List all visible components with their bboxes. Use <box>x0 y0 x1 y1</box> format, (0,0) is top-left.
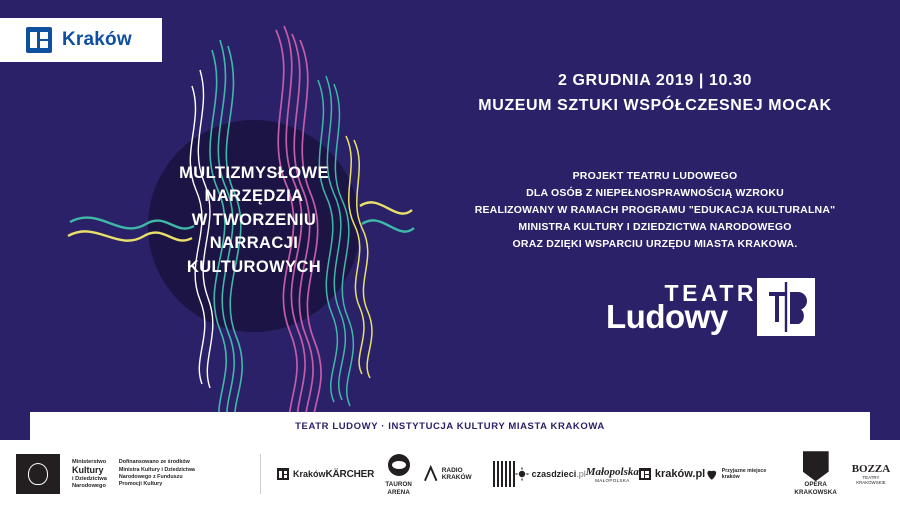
teatr-logo-mark-icon <box>757 278 815 336</box>
krakow-logo-label: Kraków <box>62 29 132 50</box>
ministry-line-2: Kultury <box>72 465 104 476</box>
sponsor-logo-tauron-arena <box>374 451 423 497</box>
artwork-title-line-2: NARZĘDZIA <box>204 187 304 206</box>
sponsor-logo-malopolska <box>586 466 639 483</box>
teatr-logo-bottom-word: Ludowy <box>606 298 728 335</box>
sponsor-logo-krakow-pl <box>639 468 705 480</box>
sponsor-czasdzieci-label: czasdzieci <box>531 469 577 479</box>
sponsor-divider <box>260 454 261 494</box>
krakow-crest-mini-icon <box>277 468 289 480</box>
sponsor-bar <box>0 440 900 508</box>
barcode-icon <box>493 461 515 487</box>
event-description <box>425 168 885 253</box>
sponsor-logo-crest <box>783 451 847 497</box>
krakow-crest-icon <box>26 27 52 53</box>
sponsor-przyjazne-label: Przyjazne miejsce kraków <box>721 467 767 480</box>
waveform-artwork <box>60 10 420 430</box>
event-venue: MUZEUM SZTUKI WSPÓŁCZESNEJ MOCAK <box>478 97 832 114</box>
teatr-ludowy-logo <box>600 282 815 342</box>
teatr-ludowy-seal-icon <box>16 454 60 494</box>
sponsor-logo-karcher <box>326 469 375 480</box>
sponsor-czasdzieci-suffix: .pl <box>576 469 586 479</box>
sponsor-logo-krakow <box>277 468 326 480</box>
artwork-title-line-5: KULTUROWYCH <box>186 257 322 276</box>
radio-wave-icon <box>423 465 438 483</box>
description-line-3: REALIZOWANY W RAMACH PROGRAMU "EDUKACJA KULTURALNA" <box>474 204 836 216</box>
event-headline <box>455 72 855 115</box>
sponsor-krakow-label: Kraków <box>293 469 326 479</box>
sponsor-logo-przyjazne-miasto <box>705 466 783 482</box>
sponsor-karcher-label: KÄRCHER <box>325 468 375 480</box>
description-line-5: ORAZ DZIĘKI WSPARCIU URZĘDU MIASTA KRAKOWA. <box>512 238 798 250</box>
arena-icon <box>384 451 414 481</box>
artwork-title-line-1: MULTIZMYSŁOWE <box>179 164 329 182</box>
ministry-logo <box>72 459 107 490</box>
organizer-strip-text: TEATR LUDOWY · INSTYTUCJA KULTURY MIASTA KRAKOWA <box>295 420 605 432</box>
heart-icon <box>705 466 719 482</box>
sponsor-bozza-sub: TEATRY KRAKOWSKIE <box>856 475 886 485</box>
funding-note: Dofinansowano ze środków Ministra Kultury i Dziedzictwa Narodowego z Funduszu Promocji Kultury <box>118 459 195 488</box>
ministry-line-4: Narodowego <box>72 482 106 489</box>
sponsor-logo-radio-krakow <box>423 465 492 483</box>
krakow-crest-mini-icon-2 <box>639 468 651 480</box>
sponsor-malopolska-sub: MAŁOPOLSKA <box>595 477 630 483</box>
ministry-line-1: Ministerstwo <box>72 458 107 465</box>
organizer-strip <box>30 412 870 440</box>
sponsor-group-partners <box>271 440 900 508</box>
sponsor-malopolska-label: Małopolska <box>585 465 639 478</box>
artwork-title <box>148 162 360 279</box>
sponsor-group-institutional <box>0 440 250 508</box>
description-line-1: PROJEKT TEATRU LUDOWEGO <box>572 170 738 182</box>
artwork-title-line-3: W TWORZENIU <box>191 210 317 229</box>
sponsor-radio-krakow-label: RADIO KRAKÓW <box>441 466 472 481</box>
event-datetime: 2 GRUDNIA 2019 | 10.30 <box>557 72 753 89</box>
sponsor-logo-bozza <box>848 463 894 485</box>
ministry-line-3: i Dziedzictwa <box>72 476 107 483</box>
sponsor-crest-label: OPERA KRAKOWSKA <box>794 481 837 496</box>
sponsor-bozza-label: BOZZA <box>851 463 891 475</box>
description-line-2: DLA OSÓB Z NIEPEŁNOSPRAWNOŚCIĄ WZROKU <box>526 187 784 199</box>
teatr-logo-top-word: TEATR <box>664 280 757 306</box>
description-line-4: MINISTRA KULTURY I DZIEDZICTWA NARODOWEGO <box>518 221 792 233</box>
crest-icon <box>803 451 829 481</box>
sponsor-logo-barcode <box>493 461 515 487</box>
sponsor-tauron-label: TAURON ARENA <box>385 481 412 496</box>
artwork-title-line-4: NARRACJI <box>209 234 299 253</box>
sponsor-krakow-pl-label: kraków.pl <box>654 468 706 480</box>
sun-icon <box>515 467 529 481</box>
sponsor-logo-czasdzieci <box>515 467 586 481</box>
